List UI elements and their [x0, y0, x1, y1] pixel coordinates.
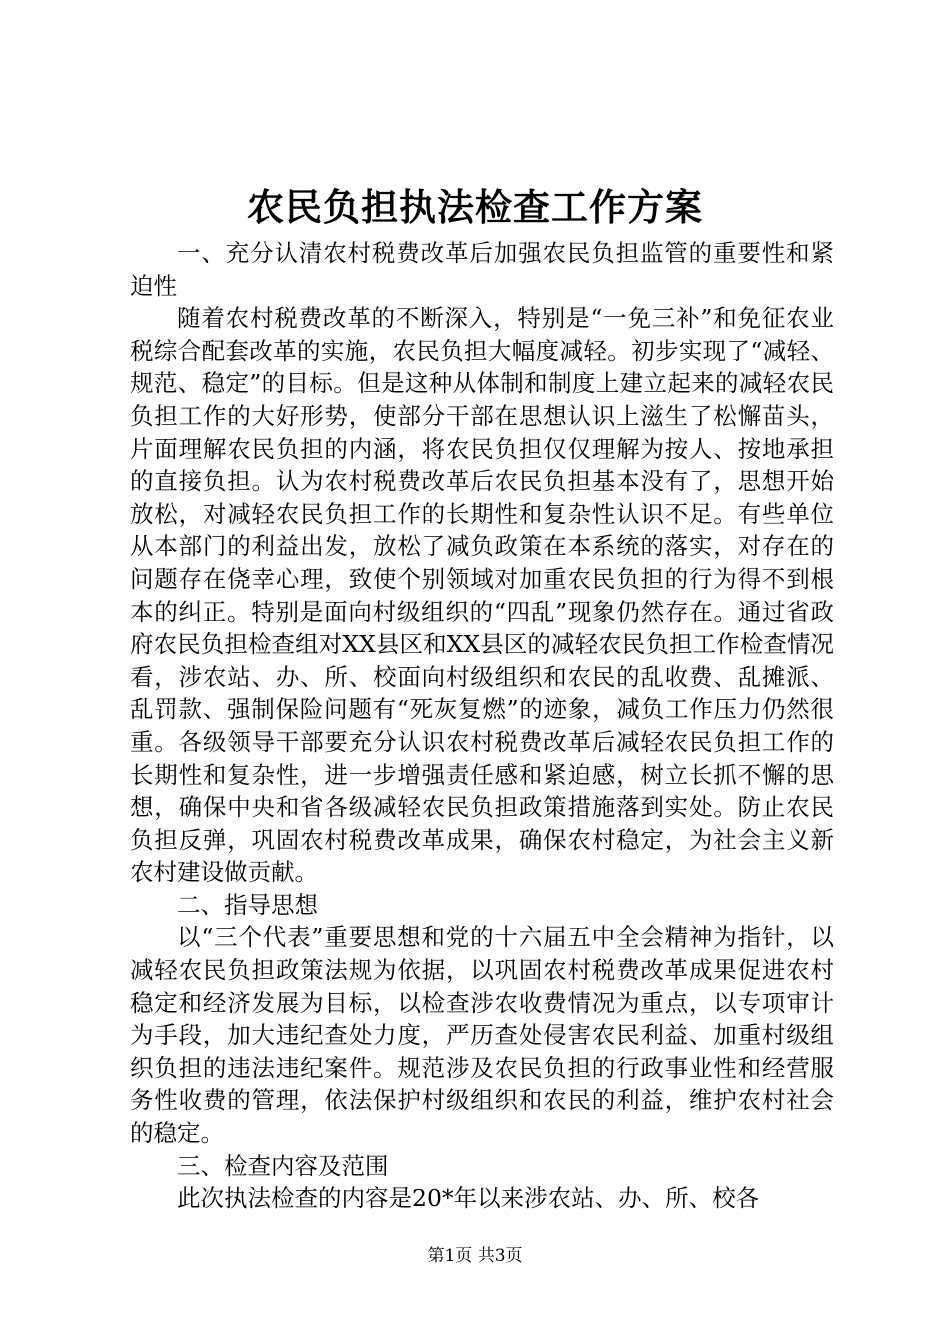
section-heading-1: 一、充分认清农村税费改革后加强农民负担监管的重要性和紧迫性 — [130, 239, 834, 300]
body-paragraph-2: 以“三个代表”重要思想和党的十六届五中全会精神为指针，以减轻农民负担政策法规为依据，以巩固农村税费改革成果促进农村稳定和经济发展为目标，以检查涉农收费情况为重点，以专项审计为手段，加大违纪查处力度，严历查处侵害农民利益、加重村级组织负担的违法违纪案件。规范涉及农民负担的行政事业性和经营服务性收费的管理，依法保护村级组织和农民的利益，维护农村社会的稳定。 — [130, 923, 834, 1148]
section-heading-2: 二、指导思想 — [177, 890, 318, 919]
page-footer: 第1页 共3页 — [427, 1246, 523, 1266]
body-paragraph-1: 随着农村税费改革的不断深入，特别是“一免三补”和免征农业税综合配套改革的实施，农民负担大幅度减轻。初步实现了“减轻、规范、稳定”的目标。但是这种从体制和制度上建立起来的减轻农民负担工作的大好形势，使部分干部在思想认识上滋生了松懈苗头，片面理解农民负担的内涵，将农民负担仅仅理解为按人、按地承担的直接负担。认为农村税费改革后农民负担基本没有了，思想开始放松，对减轻农民负担工作的长期性和复杂性认识不足。有些单位从本部门的利益出发，放松了减负政策在本系统的落实，对存在的问题存在侥幸心理，致使个别领域对加重农民负担的行为得不到根本的纠正。特别是面向村级组织的“四乱”现象仍然存在。通过省政府农民负担检查组对XX县区和XX县区的减轻农民负担工作检查情况看，涉农站、办、所、校面向村级组织和农民的乱收费、乱摊派、乱罚款、强制保险问题有“死灰复燃”的迹象，减负工作压力仍然很重。各级领导干部要充分认识农村税费改革后减轻农民负担工作的长期性和复杂性，进一步增强责任感和紧迫感，树立长抓不懈的思想，确保中央和省各级减轻农民负担政策措施落到实处。防止农民负担反弹，巩固农村税费改革成果，确保农村稳定，为社会主义新农村建设做贡献。 — [130, 304, 834, 887]
body-paragraph-3: 此次执法检查的内容是20*年以来涉农站、办、所、校各 — [177, 1184, 760, 1213]
document-body — [130, 237, 834, 1215]
section-heading-3: 三、检查内容及范围 — [177, 1151, 389, 1180]
document-title: 农民负担执法检查工作方案 — [247, 185, 703, 229]
